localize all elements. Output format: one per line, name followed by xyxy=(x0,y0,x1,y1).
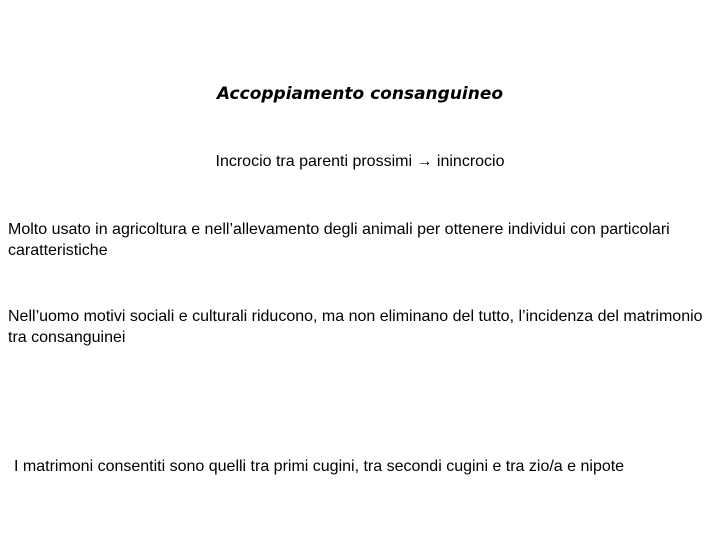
slide-subtitle: Incrocio tra parenti prossimi → inincrocio xyxy=(215,153,505,170)
paragraph-human: Nell’uomo motivi sociali e culturali riducono, ma non eliminano del tutto, l’incidenza del matrimonio tra consanguinei xyxy=(8,308,703,346)
slide-title: Accoppiamento consanguineo xyxy=(216,84,504,104)
paragraph-agriculture: Molto usato in agricoltura e nell’allevamento degli animali per ottenere individui con particolari caratteristiche xyxy=(8,221,670,259)
paragraph-allowed-marriages: I matrimoni consentiti sono quelli tra primi cugini, tra secondi cugini e tra zio/a e nipote xyxy=(14,458,625,475)
